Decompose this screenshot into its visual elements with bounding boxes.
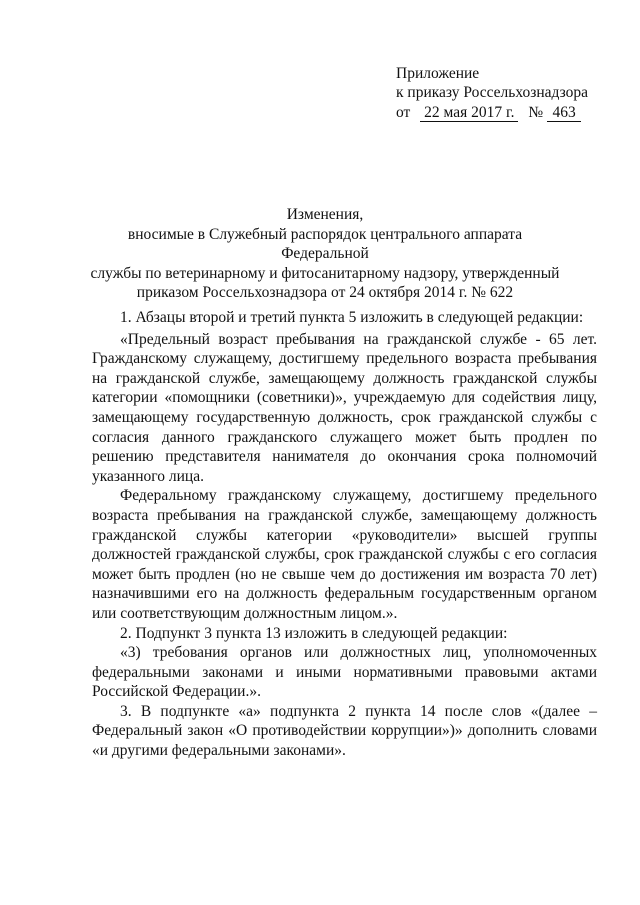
appendix-label: Приложение <box>396 65 480 82</box>
title-line-3: службы по ветеринарному и фитосанитарному надзору, утвержденный <box>90 264 560 282</box>
paragraph-federal-servant: Федеральному гражданскому служащему, достигшему предельного возраста пребывания на гражданской службе, замещающему должность гражданской службы категории «руководители» высшей группы должностей гражданской службы, срок гражданской службы с его согласия может быть продлен (но не свыше чем до достижения им возраста 70 лет) назначившими его на должность федеральным государственным органом или соответствующим должностным лицом.». <box>92 487 597 622</box>
title-line-2: вносимые в Служебный распорядок центрального аппарата Федеральной <box>127 225 523 262</box>
document-title <box>90 205 560 303</box>
paragraph-item-1: 1. Абзацы второй и третий пункта 5 изложить в следующей редакции: <box>120 309 584 326</box>
appendix-header <box>396 64 626 122</box>
from-label: от <box>396 104 411 121</box>
paragraph-requirements: «3) требования органов или должностных лиц, уполномоченных федеральными законами и иными нормативными правовыми актами Российской Федерации.». <box>92 644 597 701</box>
title-line-4: приказом Россельхознадзора от 24 октября 2014 г. № 622 <box>136 284 514 301</box>
title-line-1: Изменения, <box>286 206 364 223</box>
order-date: 22 мая 2017 г. <box>420 105 518 122</box>
appendix-order-ref: к приказу Россельхознадзора <box>396 84 589 101</box>
paragraph-item-2: 2. Подпункт 3 пункта 13 изложить в следующей редакции: <box>120 624 508 642</box>
paragraph-item-3: 3. В подпункте «а» подпункта 2 пункта 14 после слов «(далее – Федеральный закон «О противодействии коррупции»)» дополнить словами «и другими федеральными законами». <box>92 702 597 760</box>
appendix-date-row <box>396 103 626 122</box>
paragraph-quote-age-limit: «Предельный возраст пребывания на гражданской службе - 65 лет. Гражданскому служащему, достигшему предельного возраста пребывания на гражданской службе, замещающему должность гражданской службы категории «помощники (советники)», учреждаемую для содействия лицу, замещающему государственную должность, срок гражданской службы с согласия данного гражданского служащего может быть продлен по решению представителя нанимателя до окончания срока полномочий указанного лица. <box>92 330 597 485</box>
number-sign: № <box>528 104 544 121</box>
order-number: 463 <box>547 105 581 122</box>
document-body <box>92 308 597 761</box>
